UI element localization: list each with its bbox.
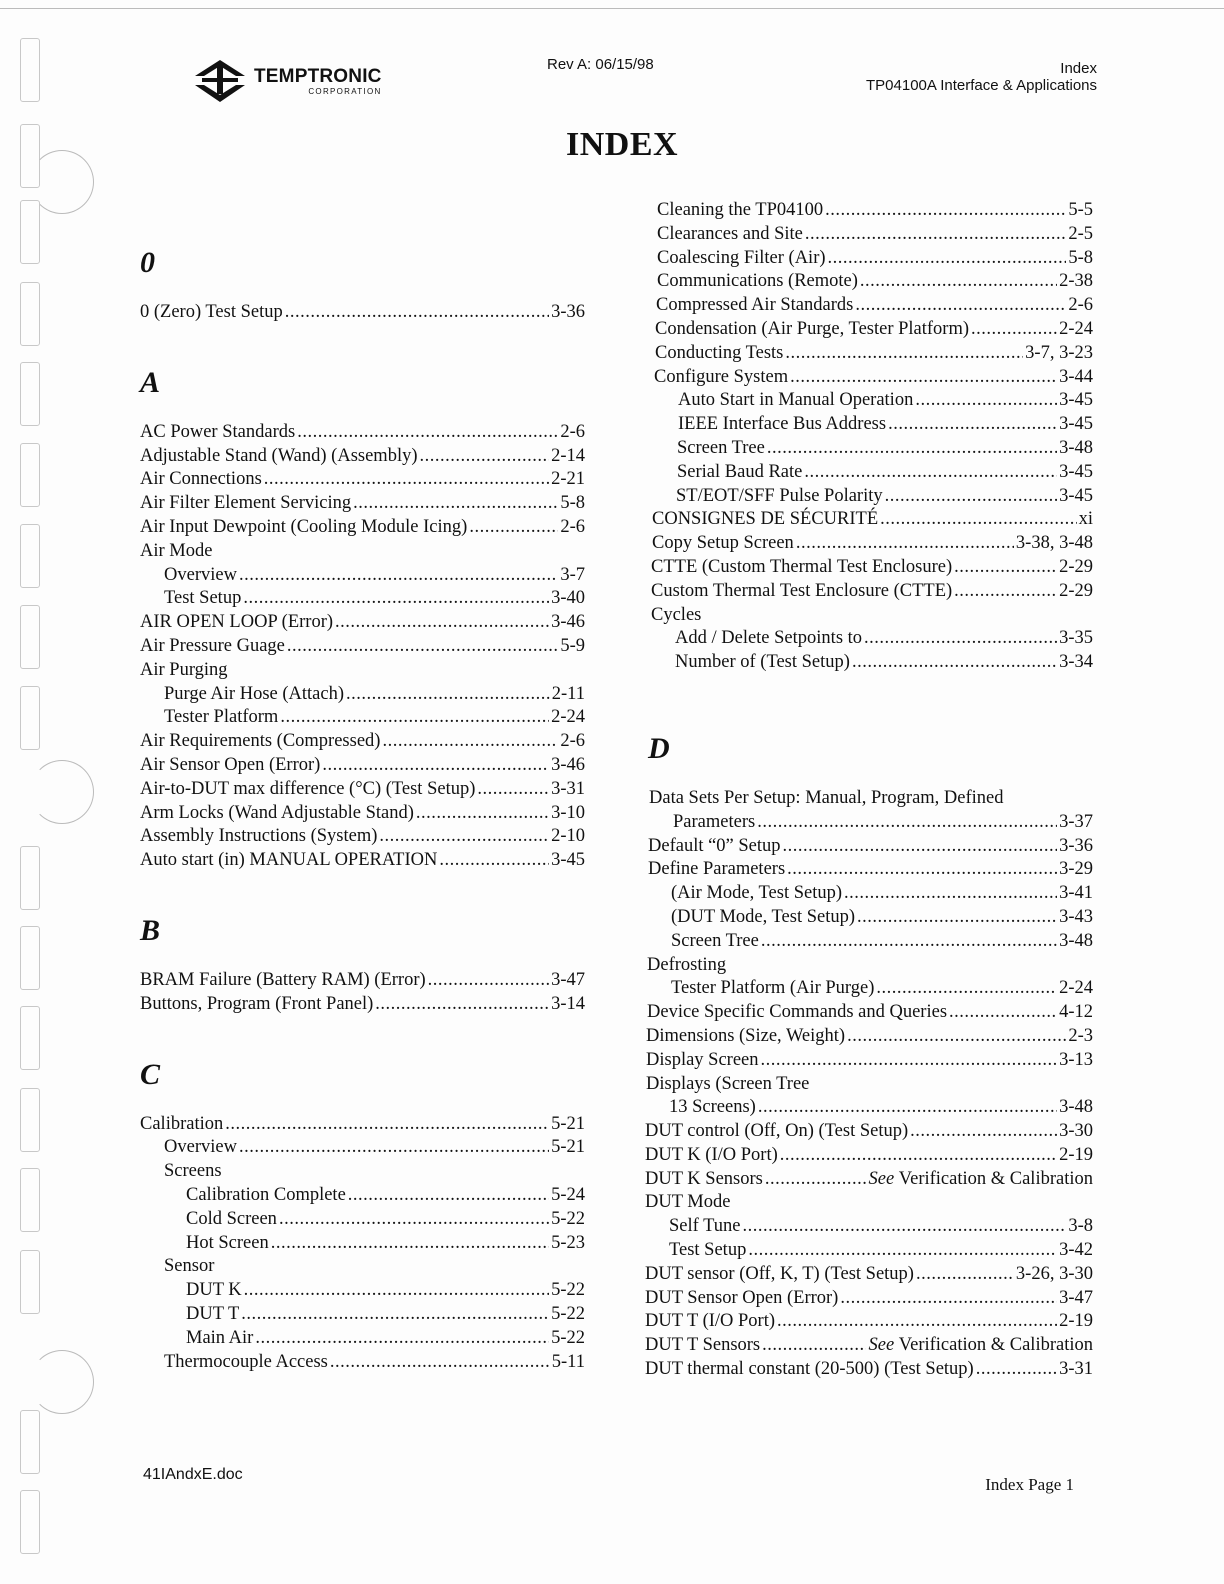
index-left-column xyxy=(140,245,585,1374)
index-entry: Compressed Air Standards ..... 2-6 xyxy=(645,294,1093,318)
index-subentry: DUT K ..... 5-22 xyxy=(140,1279,585,1303)
index-entry: Air Input Dewpoint (Cooling Module Icing) ..... 2-6 xyxy=(140,516,585,540)
punch-hole xyxy=(20,1250,40,1314)
index-subentry: Cold Screen ..... 5-22 xyxy=(140,1208,585,1232)
section-letter-c: C xyxy=(140,1057,161,1091)
index-entry: CONSIGNES DE SÉCURITÉ ..... xi xyxy=(645,508,1093,532)
index-entry: DUT K Sensors ..... See Verification & Calibration xyxy=(645,1168,1093,1192)
index-subentry: Parameters ..... 3-37 xyxy=(645,811,1093,835)
index-subentry: Number of (Test Setup) ..... 3-34 xyxy=(645,651,1093,675)
index-entry: DUT Sensor Open (Error) ..... 3-47 xyxy=(645,1287,1093,1311)
punch-hole xyxy=(20,200,40,264)
index-subentry: Screen Tree ..... 3-48 xyxy=(645,437,1093,461)
punch-hole xyxy=(20,846,40,910)
index-heading: DUT Mode xyxy=(645,1192,731,1213)
section-letter-b: B xyxy=(140,913,161,947)
revision-date: Rev A: 06/15/98 xyxy=(547,56,654,73)
header-section: Index xyxy=(1060,60,1097,77)
logo-subtitle: CORPORATION xyxy=(308,86,382,96)
punch-hole xyxy=(20,38,40,102)
punch-hole xyxy=(20,1088,40,1152)
temptronic-logo-icon xyxy=(192,58,248,104)
index-subentry: Tester Platform (Air Purge) ..... 2-24 xyxy=(645,977,1093,1001)
index-heading: Displays (Screen Tree xyxy=(646,1073,810,1094)
index-entry: Air Requirements (Compressed) ..... 2-6 xyxy=(140,730,585,754)
index-entry: Conducting Tests ..... 3-7, 3-23 xyxy=(645,342,1093,366)
index-entry: Cleaning the TP04100 ..... 5-5 xyxy=(645,199,1093,223)
binder-ring xyxy=(30,760,94,824)
index-heading: Air Purging xyxy=(140,659,228,680)
index-subentry: Tester Platform ..... 2-24 xyxy=(140,706,585,730)
index-entry: Copy Setup Screen ..... 3-38, 3-48 xyxy=(645,532,1093,556)
punch-hole xyxy=(20,926,40,990)
punch-hole xyxy=(20,605,40,669)
index-entry: Buttons, Program (Front Panel) ..... 3-14 xyxy=(140,993,585,1017)
index-subentry: Screen Tree ..... 3-48 xyxy=(645,930,1093,954)
punch-hole xyxy=(20,282,40,346)
header-right xyxy=(866,60,1097,94)
index-entry: Calibration ..... 5-21 xyxy=(140,1113,585,1137)
index-entry: DUT thermal constant (20-500) (Test Setup) ..... 3-31 xyxy=(645,1358,1093,1382)
index-entry: DUT T Sensors ..... See Verification & Calibration xyxy=(645,1334,1093,1358)
index-heading: Air Mode xyxy=(140,540,213,561)
index-subentry: Overview ..... 5-21 xyxy=(140,1136,585,1160)
index-subentry: Main Air ..... 5-22 xyxy=(140,1327,585,1351)
index-heading: Cycles xyxy=(651,604,702,625)
index-entry: Display Screen ..... 3-13 xyxy=(645,1049,1093,1073)
index-entry: AC Power Standards ..... 2-6 xyxy=(140,421,585,445)
index-subentry: 13 Screens) ..... 3-48 xyxy=(645,1096,1093,1120)
index-subentry: Hot Screen ..... 5-23 xyxy=(140,1232,585,1256)
index-subentry: (Air Mode, Test Setup) ..... 3-41 xyxy=(645,882,1093,906)
index-entry: DUT K (I/O Port) ..... 2-19 xyxy=(645,1144,1093,1168)
page-title: INDEX xyxy=(566,126,679,163)
index-subentry: IEEE Interface Bus Address ..... 3-45 xyxy=(645,413,1093,437)
index-subheading: Screens xyxy=(164,1161,222,1182)
index-entry: Arm Locks (Wand Adjustable Stand) ..... 3-10 xyxy=(140,802,585,826)
index-entry: Define Parameters ..... 3-29 xyxy=(645,858,1093,882)
index-subentry: (DUT Mode, Test Setup) ..... 3-43 xyxy=(645,906,1093,930)
index-entry: BRAM Failure (Battery RAM) (Error) ..... 3-47 xyxy=(140,969,585,993)
index-subentry: Serial Baud Rate ..... 3-45 xyxy=(645,461,1093,485)
index-entry: CTTE (Custom Thermal Test Enclosure) ..... 2-29 xyxy=(645,556,1093,580)
index-subentry: ST/EOT/SFF Pulse Polarity ..... 3-45 xyxy=(645,485,1093,509)
index-subentry: DUT T ..... 5-22 xyxy=(140,1303,585,1327)
footer-filename: 41IAndxE.doc xyxy=(143,1466,243,1483)
punch-hole xyxy=(20,524,40,588)
index-entry: Device Specific Commands and Queries ..... 4-12 xyxy=(645,1001,1093,1025)
logo-name: TEMPTRONIC xyxy=(254,65,382,87)
header-document: TP04100A Interface & Applications xyxy=(866,77,1097,94)
index-entry: DUT sensor (Off, K, T) (Test Setup) ..... 3-26, 3-30 xyxy=(645,1263,1093,1287)
punch-hole xyxy=(20,686,40,750)
index-entry: DUT T (I/O Port) ..... 2-19 xyxy=(645,1310,1093,1334)
punch-hole xyxy=(20,443,40,507)
index-entry: Default “0” Setup ..... 3-36 xyxy=(645,835,1093,859)
index-subentry: Purge Air Hose (Attach) ..... 2-11 xyxy=(140,683,585,707)
scan-top-rule xyxy=(0,8,1224,9)
index-subentry: Auto Start in Manual Operation ..... 3-45 xyxy=(645,389,1093,413)
index-subentry: Test Setup ..... 3-40 xyxy=(140,587,585,611)
index-subentry: Add / Delete Setpoints to ..... 3-35 xyxy=(645,627,1093,651)
index-entry: Air Filter Element Servicing ..... 5-8 xyxy=(140,492,585,516)
index-heading: Defrosting xyxy=(647,954,727,975)
punch-hole xyxy=(20,1168,40,1232)
index-entry: Air Pressure Guage ..... 5-9 xyxy=(140,635,585,659)
binder-margin xyxy=(0,0,100,1584)
index-entry: Dimensions (Size, Weight) ..... 2-3 xyxy=(645,1025,1093,1049)
index-subentry: Self Tune ..... 3-8 xyxy=(645,1215,1093,1239)
section-letter-d: D xyxy=(648,731,670,765)
punch-hole xyxy=(20,362,40,426)
index-entry: Coalescing Filter (Air) ..... 5-8 xyxy=(645,247,1093,271)
index-entry: AIR OPEN LOOP (Error) ..... 3-46 xyxy=(140,611,585,635)
punch-hole xyxy=(20,1006,40,1070)
index-entry: Air-to-DUT max difference (°C) (Test Setup) ..... 3-31 xyxy=(140,778,585,802)
section-letter-a: A xyxy=(140,365,161,399)
index-entry: Assembly Instructions (System) ..... 2-10 xyxy=(140,825,585,849)
index-entry: DUT control (Off, On) (Test Setup) ..... 3-30 xyxy=(645,1120,1093,1144)
index-right-column xyxy=(645,199,1093,1382)
binder-ring xyxy=(30,1350,94,1414)
punch-hole xyxy=(20,1490,40,1554)
index-entry: Auto start (in) MANUAL OPERATION ..... 3-45 xyxy=(140,849,585,873)
index-entry: Custom Thermal Test Enclosure (CTTE) ..... 2-29 xyxy=(645,580,1093,604)
index-entry: Configure System ..... 3-44 xyxy=(645,366,1093,390)
temptronic-logo xyxy=(192,58,382,104)
index-subentry: Thermocouple Access ..... 5-11 xyxy=(140,1351,585,1375)
index-entry: Condensation (Air Purge, Tester Platform) ..... 2-24 xyxy=(645,318,1093,342)
index-heading: Data Sets Per Setup: Manual, Program, Defined xyxy=(649,787,1004,808)
punch-hole xyxy=(20,1410,40,1474)
index-entry: Air Sensor Open (Error) ..... 3-46 xyxy=(140,754,585,778)
index-entry: Air Connections ..... 2-21 xyxy=(140,468,585,492)
index-subentry: Overview ..... 3-7 xyxy=(140,564,585,588)
section-letter-0: 0 xyxy=(140,246,155,279)
index-subentry: Test Setup ..... 3-42 xyxy=(645,1239,1093,1263)
index-subentry: Calibration Complete ..... 5-24 xyxy=(140,1184,585,1208)
index-subheading: Sensor xyxy=(164,1256,215,1277)
footer-page-number: Index Page 1 xyxy=(985,1475,1074,1494)
index-entry: Adjustable Stand (Wand) (Assembly) ..... 2-14 xyxy=(140,445,585,469)
index-entry: Clearances and Site ..... 2-5 xyxy=(645,223,1093,247)
index-entry: 0 (Zero) Test Setup ..... 3-36 xyxy=(140,301,585,325)
index-entry: Communications (Remote) ..... 2-38 xyxy=(645,270,1093,294)
